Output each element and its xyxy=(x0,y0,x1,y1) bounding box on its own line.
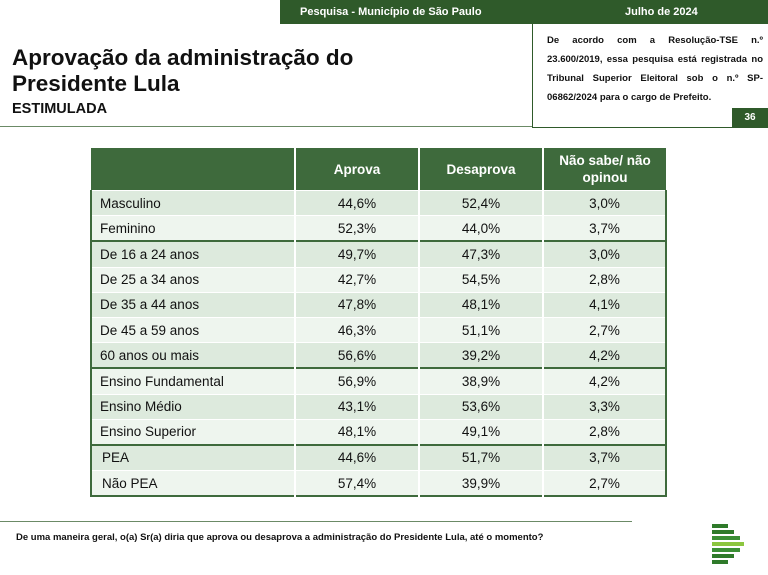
top-header-bar xyxy=(280,0,768,24)
approve-value: 48,1% xyxy=(295,419,419,445)
approve-value: 44,6% xyxy=(295,445,419,471)
disapprove-value: 51,1% xyxy=(419,317,543,342)
row-label: Ensino Fundamental xyxy=(91,368,295,394)
row-label: Ensino Superior xyxy=(91,419,295,445)
no-opinion-value: 2,8% xyxy=(543,267,666,292)
survey-question: De uma maneira geral, o(a) Sr(a) diria que aprova ou desaprova a administração do Presidente Lula, até o momento? xyxy=(16,532,544,543)
header-disapprove: Desaprova xyxy=(419,148,543,191)
header-no-opinion: Não sabe/ não opinou xyxy=(543,148,666,191)
page-title: Aprovação da administração do Presidente Lula xyxy=(12,45,354,96)
approve-value: 56,6% xyxy=(295,343,419,369)
row-label: Feminino xyxy=(91,216,295,242)
approve-value: 57,4% xyxy=(295,471,419,497)
no-opinion-value: 4,2% xyxy=(543,343,666,369)
header-approve: Aprova xyxy=(295,148,419,191)
table-row xyxy=(91,241,666,267)
row-label: De 35 a 44 anos xyxy=(91,292,295,317)
row-label: De 25 a 34 anos xyxy=(91,267,295,292)
no-opinion-value: 2,7% xyxy=(543,471,666,497)
approve-value: 43,1% xyxy=(295,394,419,419)
table-row xyxy=(91,216,666,242)
table-row xyxy=(91,471,666,497)
disapprove-value: 38,9% xyxy=(419,368,543,394)
table-row xyxy=(91,368,666,394)
survey-date: Julho de 2024 xyxy=(625,6,698,18)
approve-value: 49,7% xyxy=(295,241,419,267)
disapprove-value: 49,1% xyxy=(419,419,543,445)
approve-value: 44,6% xyxy=(295,191,419,216)
table-row xyxy=(91,191,666,216)
title-divider xyxy=(0,126,532,127)
table-row xyxy=(91,445,666,471)
table-row xyxy=(91,267,666,292)
disapprove-value: 39,2% xyxy=(419,343,543,369)
no-opinion-value: 4,1% xyxy=(543,292,666,317)
no-opinion-value: 2,8% xyxy=(543,419,666,445)
approval-table xyxy=(90,148,667,497)
table-row xyxy=(91,292,666,317)
row-label: De 45 a 59 anos xyxy=(91,317,295,342)
page-subtitle: ESTIMULADA xyxy=(12,101,108,117)
footer-divider xyxy=(0,521,632,522)
table-row xyxy=(91,419,666,445)
approve-value: 52,3% xyxy=(295,216,419,242)
approve-value: 47,8% xyxy=(295,292,419,317)
table-header-row xyxy=(91,148,666,191)
no-opinion-value: 3,3% xyxy=(543,394,666,419)
disapprove-value: 47,3% xyxy=(419,241,543,267)
no-opinion-value: 3,7% xyxy=(543,445,666,471)
legal-note: De acordo com a Resolução-TSE n.º 23.600/2019, essa pesquisa está registrada no Tribunal Superior Eleitoral sob o n.º SP-06862/2024 para o cargo de Prefeito. xyxy=(547,35,763,103)
row-label: Ensino Médio xyxy=(91,394,295,419)
disapprove-value: 53,6% xyxy=(419,394,543,419)
no-opinion-value: 3,0% xyxy=(543,191,666,216)
disapprove-value: 48,1% xyxy=(419,292,543,317)
no-opinion-value: 3,7% xyxy=(543,216,666,242)
stacked-bars-logo-icon xyxy=(712,524,744,564)
row-label: De 16 a 24 anos xyxy=(91,241,295,267)
no-opinion-value: 2,7% xyxy=(543,317,666,342)
survey-name: Pesquisa - Município de São Paulo xyxy=(300,6,482,18)
approve-value: 42,7% xyxy=(295,267,419,292)
no-opinion-value: 3,0% xyxy=(543,241,666,267)
page-number: 36 xyxy=(732,108,768,128)
row-label: Não PEA xyxy=(91,471,295,497)
disapprove-value: 52,4% xyxy=(419,191,543,216)
legal-note-box xyxy=(532,24,764,128)
row-label: PEA xyxy=(91,445,295,471)
table-row xyxy=(91,343,666,369)
disapprove-value: 54,5% xyxy=(419,267,543,292)
header-blank xyxy=(91,148,295,191)
disapprove-value: 39,9% xyxy=(419,471,543,497)
disapprove-value: 51,7% xyxy=(419,445,543,471)
row-label: 60 anos ou mais xyxy=(91,343,295,369)
approve-value: 46,3% xyxy=(295,317,419,342)
table-row xyxy=(91,394,666,419)
approve-value: 56,9% xyxy=(295,368,419,394)
no-opinion-value: 4,2% xyxy=(543,368,666,394)
row-label: Masculino xyxy=(91,191,295,216)
table-row xyxy=(91,317,666,342)
disapprove-value: 44,0% xyxy=(419,216,543,242)
